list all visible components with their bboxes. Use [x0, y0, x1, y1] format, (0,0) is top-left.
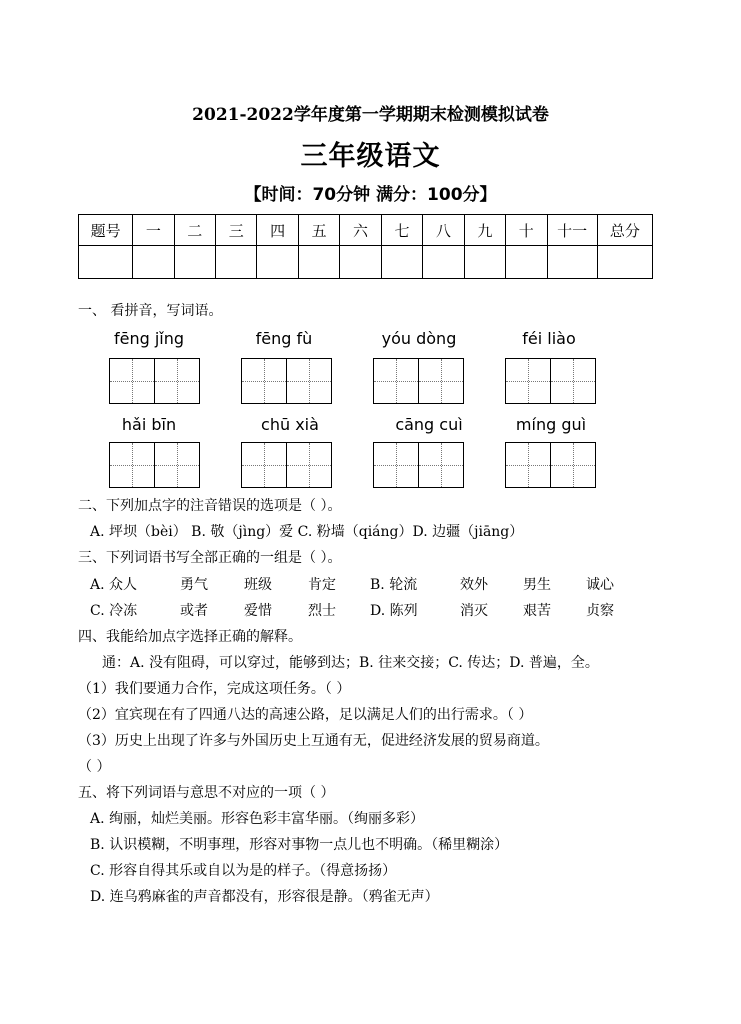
score-header-cell: 八: [423, 215, 464, 246]
character-grid[interactable]: [505, 442, 597, 488]
score-cell[interactable]: [216, 246, 257, 279]
pinyin-label: míng guì: [515, 415, 587, 434]
pinyin-label: fēng fù: [255, 329, 313, 348]
pinyin-label: chū xià: [261, 415, 319, 434]
score-cell[interactable]: [298, 246, 339, 279]
score-cell[interactable]: [597, 246, 652, 279]
q5-option-d: D. 连乌鸦麻雀的声音都没有，形容很是静。（鸦雀无声）: [90, 889, 439, 905]
q2-title: 二、下列加点字的注音错误的选项是（ ）。: [78, 498, 342, 514]
q3-word: 诚心: [586, 577, 614, 593]
score-header-cell: 三: [216, 215, 257, 246]
score-header-cell: 四: [257, 215, 298, 246]
q3-word: B. 轮流: [370, 577, 418, 593]
q3-word: 艰苦: [523, 603, 551, 619]
q4-sentence-1: （1）我们要通力合作，完成这项任务。（ ）: [78, 681, 351, 697]
q3-word: 班级: [244, 577, 272, 593]
q1-title: 一、 看拼音，写词语。: [78, 303, 223, 319]
score-cell[interactable]: [257, 246, 298, 279]
q4-sentence-2: （2）宜宾现在有了四通八达的高速公路，足以满足人们的出行需求。（ ）: [78, 707, 533, 723]
score-cell[interactable]: [174, 246, 215, 279]
character-grid[interactable]: [373, 358, 465, 404]
score-header-cell: 题号: [79, 215, 133, 246]
character-grid[interactable]: [241, 358, 333, 404]
q3-word: 或者: [180, 603, 208, 619]
q5-option-a: A. 绚丽，灿烂美丽。形容色彩丰富华丽。（绚丽多彩）: [90, 811, 425, 827]
q3-word: 贞察: [586, 603, 614, 619]
q3-word: C. 冷冻: [90, 603, 138, 619]
q3-word: 消灭: [460, 603, 488, 619]
score-value-row: [79, 246, 653, 279]
q3-word: 勇气: [180, 577, 208, 593]
pinyin-label: féi liào: [522, 329, 576, 348]
score-header-cell: 六: [340, 215, 381, 246]
time-score-line: 【时间：70分钟 满分：100分】: [244, 185, 497, 205]
score-header-cell: 二: [174, 215, 215, 246]
q3-word: 爱惜: [244, 603, 272, 619]
q3-word: D. 陈列: [370, 603, 418, 619]
character-grid[interactable]: [109, 358, 201, 404]
score-cell[interactable]: [133, 246, 174, 279]
score-cell[interactable]: [423, 246, 464, 279]
score-cell[interactable]: [381, 246, 422, 279]
score-header-cell: 总分: [597, 215, 652, 246]
subject-title: 三年级语文: [300, 141, 441, 172]
q3-word: 效外: [460, 577, 488, 593]
score-cell[interactable]: [506, 246, 547, 279]
score-cell[interactable]: [464, 246, 505, 279]
score-cell[interactable]: [340, 246, 381, 279]
character-grid[interactable]: [373, 442, 465, 488]
score-header-cell: 五: [298, 215, 339, 246]
q4-sentence-3-blank[interactable]: （ ）: [78, 759, 111, 775]
q3-word: A. 众人: [90, 577, 138, 593]
q4-title: 四、我能给加点字选择正确的解释。: [78, 629, 302, 645]
q4-definition: 通：A. 没有阻碍，可以穿过，能够到达；B. 往来交接；C. 传达；D. 普遍，全。: [102, 655, 599, 671]
score-header-row: [79, 215, 653, 246]
score-header-cell: 一: [133, 215, 174, 246]
pinyin-label: fēng jǐng: [113, 329, 185, 348]
q3-word: 男生: [523, 577, 551, 593]
exam-title: 2021-2022学年度第一学期期末检测模拟试卷: [192, 105, 549, 125]
character-grid[interactable]: [505, 358, 597, 404]
score-table: [78, 214, 653, 279]
score-header-cell: 七: [381, 215, 422, 246]
q3-title: 三、下列词语书写全部正确的一组是（ ）。: [78, 550, 342, 566]
pinyin-label: yóu dòng: [381, 329, 457, 348]
pinyin-label: cāng cuì: [395, 415, 463, 434]
q2-options: A. 坪坝（bèi） B. 敬（jìng）爱 C. 粉墙（qiáng）D. 边疆（jiāng）: [90, 524, 524, 540]
q3-word: 烈士: [308, 603, 336, 619]
score-header-cell: 十: [506, 215, 547, 246]
character-grid[interactable]: [109, 442, 201, 488]
q4-sentence-3: （3）历史上出现了许多与外国历史上互通有无，促进经济发展的贸易商道。: [78, 733, 549, 749]
character-grid[interactable]: [241, 442, 333, 488]
q5-title: 五、将下列词语与意思不对应的一项（ ）: [78, 785, 335, 801]
q3-word: 肯定: [308, 577, 336, 593]
score-cell[interactable]: [547, 246, 597, 279]
q5-option-c: C. 形容自得其乐或自以为是的样子。（得意扬扬）: [90, 863, 397, 879]
score-header-cell: 十一: [547, 215, 597, 246]
score-cell[interactable]: [79, 246, 133, 279]
pinyin-label: hǎi bīn: [121, 415, 177, 434]
q5-option-b: B. 认识模糊，不明事理，形容对事物一点儿也不明确。（稀里糊涂）: [90, 837, 509, 853]
score-header-cell: 九: [464, 215, 505, 246]
